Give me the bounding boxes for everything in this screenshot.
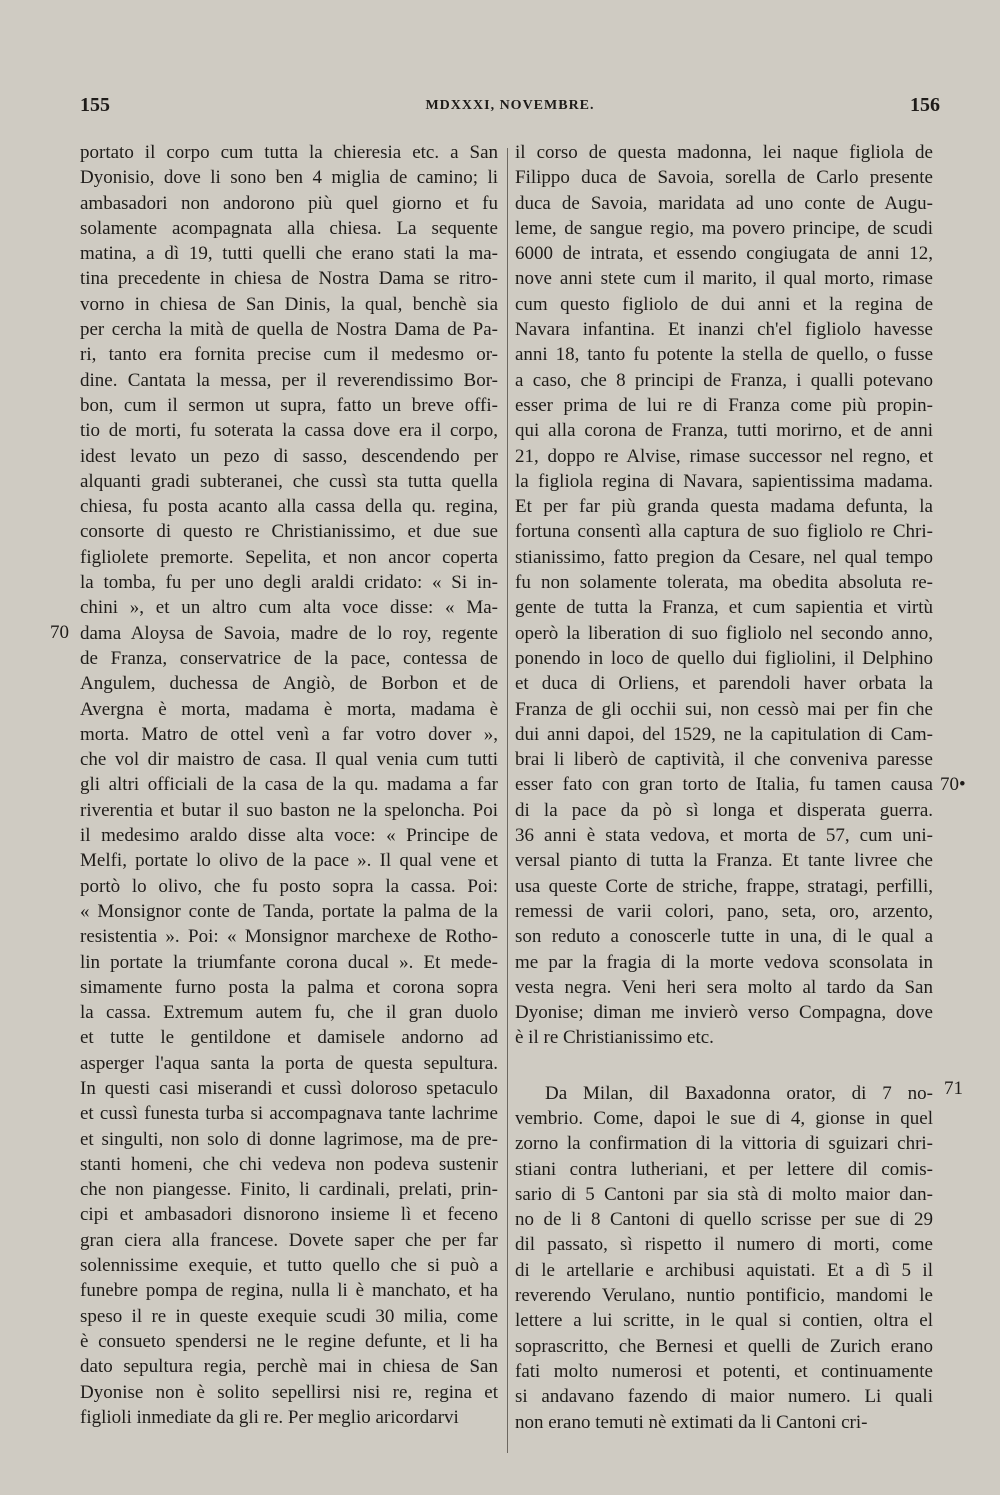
text-line: Avergna è morta, madama è morta, madama è — [80, 698, 498, 720]
text-line: gli altri officiali de la casa de la qu. madama a far — [80, 774, 498, 796]
text-line: zorno la confirmation di la vittoria di sguizari chri- — [515, 1133, 933, 1155]
text-line: operò la liberation di suo figliolo nel secondo anno, — [515, 622, 933, 644]
text-line: tio de morti, fu soterata la cassa dove era il corpo, — [80, 420, 498, 442]
text-line: matina, a dì 19, tutti quelli che erano stati la ma- — [80, 243, 498, 265]
page-number-right: 156 — [910, 94, 940, 116]
text-line: figliolete premorte. Sepelita, et non ancor coperta — [80, 546, 498, 568]
text-line: cipi et ambasadori disnorono insieme lì et feceno — [80, 1204, 498, 1226]
text-line: alquanti gradi subteranei, che cussì sta tutta quella — [80, 470, 498, 492]
text-line: simamente furno posta la palma et corona sopra — [80, 976, 498, 998]
text-line: leme, de sangue regio, ma povero principe, de scudi — [515, 217, 933, 239]
text-line: ambasadori non andorono più quel giorno et fu — [80, 192, 498, 214]
text-line: stiani contra lutheriani, et per lettere dil comis- — [515, 1158, 933, 1180]
text-line: asperger l'aqua santa la porta de questa sepultura. — [80, 1052, 498, 1074]
text-line: vembrio. Come, dapoi le sue di 4, gionse in quel — [515, 1107, 933, 1129]
text-line: di la pace da pò sì longa et disperata guerra. — [515, 799, 933, 821]
text-line: Dyonise; diman me invierò verso Compagna, dove — [515, 1002, 933, 1024]
text-line: figlioli inmediate da gli re. Per meglio aricordarvi — [80, 1406, 459, 1428]
text-line: 36 anni è stata vedova, et morta de 57, cum uni- — [515, 825, 933, 847]
text-line: dato sepultura regia, perchè mai in chiesa de San — [80, 1356, 498, 1378]
text-line: che vol dir maistro de casa. Il qual venia cum tutti — [80, 749, 498, 771]
text-line: a caso, che 8 principi de Franza, i qualli potevano — [515, 369, 933, 391]
text-line: Et per far più granda questa madama defunta, la — [515, 496, 933, 518]
text-line: è il re Christianissimo etc. — [515, 1027, 714, 1049]
page-header — [80, 94, 940, 124]
text-line: il corso de questa madonna, lei naque figliola de — [515, 142, 933, 163]
text-line: vorno in chiesa de San Dinis, la qual, benchè sia — [80, 293, 498, 315]
text-line: la tomba, fu per uno degli araldi cridato: « Si in- — [80, 572, 498, 594]
left-column — [80, 140, 498, 1430]
text-line: de Franza, conservatrice de la pace, contessa de — [80, 647, 498, 669]
text-line: portò lo olivo, che fu posto sopra la cassa. Poi: — [80, 875, 498, 897]
text-line: ponendo in loco de quello dui figliolini, il Delphino — [515, 647, 933, 669]
text-line: brai li liberò de captività, il che conveniva paresse — [515, 749, 933, 771]
text-line: tina precedente in chiesa de Nostra Dama se ritro- — [80, 268, 498, 290]
text-line: stianissimo, fatto pregion da Cesare, nel qual tempo — [515, 546, 933, 568]
text-line: Melfi, portate lo olivo de la pace ». Il qual vene et — [80, 850, 498, 872]
text-line: Filippo duca de Savoia, sorella de Carlo presente — [515, 167, 933, 189]
text-line: solamente acompagnata alla chiesa. La sequente — [80, 217, 498, 239]
margin-number-left-70: 70 — [50, 622, 69, 643]
text-line: « Monsignor conte de Tanda, portate la palma de la — [80, 900, 498, 922]
paragraph-gap — [515, 1051, 933, 1081]
text-line: 6000 de intrata, et essendo congiugata de anni 12, — [515, 243, 933, 265]
text-line: remessi de varii colori, pano, seta, oro, arzento, — [515, 900, 933, 922]
page-number-left: 155 — [80, 94, 110, 116]
text-line: son reduto a conoscerle tutte in una, di le qual a — [515, 926, 933, 948]
text-line: chini », et un altro cum alta voce disse: « Ma- — [80, 597, 498, 619]
text-line: reverendo Verulano, nuntio pontificio, mandomi le — [515, 1285, 933, 1307]
text-line: et tutte le gentildone et damisele andorno ad — [80, 1027, 498, 1049]
text-line: resistentia ». Poi: « Monsignor marchexe de Rotho- — [80, 926, 498, 948]
text-line: riverentia et butar il suo baston ne la speloncha. Poi — [80, 799, 498, 821]
text-line: la cassa. Extremum autem fu, che il gran duolo — [80, 1002, 498, 1024]
text-line: Dyonisio, dove li sono ben 4 miglia de camino; li — [80, 167, 498, 189]
text-line: nove anni stete cum il marito, il qual morto, rimase — [515, 268, 933, 290]
column-divider — [507, 148, 508, 1453]
right-paragraph-2 — [515, 1081, 933, 1435]
text-line: Franza de gli occhii sui, non cessò mai per fin che — [515, 698, 933, 720]
text-line: fati molto numerosi et potenti, et continuamente — [515, 1360, 933, 1382]
text-line: dine. Cantata la messa, per il reverendissimo Bor- — [80, 369, 498, 391]
text-line: solennissime exequie, et tutto quello che si può a — [80, 1255, 498, 1277]
margin-number-right-70: 70• — [940, 774, 966, 795]
text-line: consorte di questo re Christianissimo, et due sue — [80, 521, 498, 543]
text-line: esser fato con gran torto de Italia, fu tamen causa — [515, 774, 933, 796]
text-line: Dyonise non è solito sepellirsi nisi re, regina et — [80, 1381, 498, 1403]
text-line: di le artellarie e archibusi aquistati. Et a dì 5 il — [515, 1259, 933, 1281]
text-line: lettere a lui scritte, in le qual si contien, oltra el — [515, 1310, 933, 1332]
text-line: Da Milan, dil Baxadonna orator, di 7 no- — [545, 1082, 933, 1104]
text-line: et duca di Orliens, et parendoli haver orbata la — [515, 673, 933, 695]
text-line: bon, cum il sermon ut supra, fatto un breve offi- — [80, 394, 498, 416]
text-line: duca de Savoia, maridata ad uno conte de Augu- — [515, 192, 933, 214]
text-line: Angulem, duchessa de Angiò, de Borbon et de — [80, 673, 498, 695]
text-line: dui anni dapoi, del 1529, ne la capitulation di Cam- — [515, 723, 933, 745]
text-line: me par la fragia di la morte vedova sconsolata in — [515, 951, 933, 973]
text-line: funebre pompa de regina, nulla li è manchato, et ha — [80, 1280, 498, 1302]
text-line: la figliola regina di Navara, sapientissima madama. — [515, 470, 933, 492]
text-line: gente de tutta la Franza, et cum sapientia et virtù — [515, 597, 933, 619]
text-line: anni 18, tanto fu potente la stella de quello, o fusse — [515, 344, 933, 366]
text-line: per cercha la mità de quella de Nostra Dama de Pa- — [80, 319, 498, 341]
text-line: usa queste Corte de striche, frappe, stratagi, perfilli, — [515, 875, 933, 897]
margin-number-right-71: 71 — [944, 1078, 963, 1099]
text-line: dil passato, sì rispetto il numero di morti, come — [515, 1234, 933, 1256]
text-line: fu non solamente tolerata, ma obedita absoluta re- — [515, 572, 933, 594]
text-line: dama Aloysa de Savoia, madre de lo roy, regente — [80, 622, 498, 644]
text-line: cum questo figliolo de dui anni et la regina de — [515, 293, 933, 315]
text-line: et cussì funesta turba si accompagnava tante lachrime — [80, 1103, 498, 1125]
text-line: lin portate la triumfante corona ducal ». Et mede- — [80, 951, 498, 973]
text-line: fortuna consentì alla captura de suo figliolo re Chri- — [515, 521, 933, 543]
text-line: che non piangesse. Finito, li cardinali, prelati, prin- — [80, 1179, 498, 1201]
text-line: il medesimo araldo disse alta voce: « Principe de — [80, 825, 498, 847]
text-line: morta. Matro de ottel venì a far votro dover », — [80, 723, 498, 745]
text-line: Navara infantina. Et inanzi ch'el figliolo havesse — [515, 319, 933, 341]
right-paragraph-1 — [515, 140, 933, 1051]
text-line: speso il re in queste exequie scudi 30 milia, come — [80, 1305, 498, 1327]
text-line: 21, doppo re Alvise, rimase successor nel regno, et — [515, 445, 933, 467]
text-line: sario di 5 Cantoni par sia stà di molto maior dan- — [515, 1183, 933, 1205]
text-line: esser prima de lui re di Franza come più propin- — [515, 394, 933, 416]
right-column — [515, 140, 933, 1435]
text-line: versal pianto di tutta la Franza. Et tante livree che — [515, 850, 933, 872]
text-line: idest levato un pezo di sasso, descendendo per — [80, 445, 498, 467]
text-line: qui alla corona de Franza, tutti morirno, et de anni — [515, 420, 933, 442]
text-line: stanti homeni, che chi vedeva non podeva sustenir — [80, 1153, 498, 1175]
text-line: gran ciera alla francese. Dovete saper che per far — [80, 1229, 498, 1251]
text-line: soprascritto, che Bernesi et quelli de Zurich erano — [515, 1335, 933, 1357]
text-line: è consueto spendersi ne le regine defunte, et li ha — [80, 1330, 498, 1352]
text-line: ri, tanto era fornita precise cum il medesmo or- — [80, 344, 498, 366]
text-line: no de li 8 Cantoni di quello scrisse per sue di 29 — [515, 1209, 933, 1231]
text-line: portato il corpo cum tutta la chieresia etc. a San — [80, 142, 498, 163]
text-line: si andavano fazendo di maior numero. Li quali — [515, 1386, 933, 1408]
text-line: non erano temuti nè extimati da li Cantoni cri- — [515, 1411, 868, 1433]
text-line: vesta negra. Veni heri sera molto al tardo da San — [515, 976, 933, 998]
text-line: et singulti, non solo di donne lagrimose, ma de pre- — [80, 1128, 498, 1150]
running-title: MDXXXI, NOVEMBRE. — [425, 98, 595, 113]
text-line: In questi casi miserandi et cussì doloroso spetaculo — [80, 1077, 498, 1099]
text-line: chiesa, fu posta acanto alla cassa della qu. regina, — [80, 496, 498, 518]
